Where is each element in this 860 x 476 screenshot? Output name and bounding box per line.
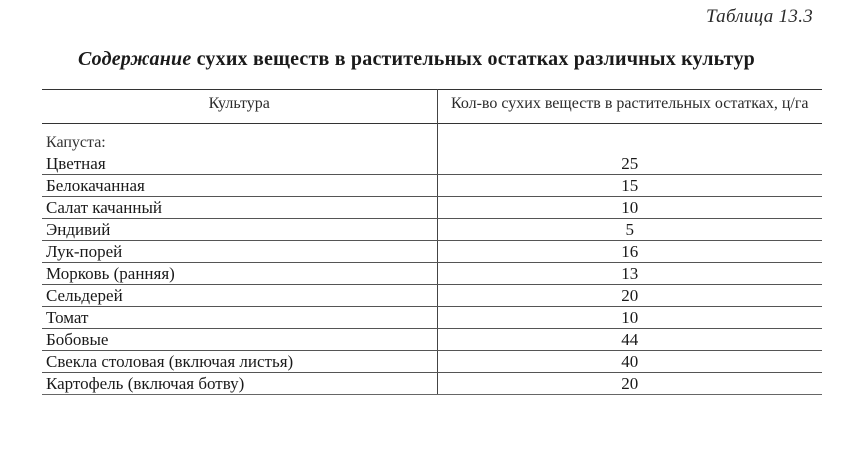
value-cell: 20 xyxy=(437,373,822,395)
title-rest: сухих веществ в растительных остатках различных культур xyxy=(191,48,755,70)
crop-cell: Бобовые xyxy=(42,329,437,351)
table-header xyxy=(42,90,822,124)
group-label: Капуста: xyxy=(46,134,106,151)
header-value: Кол-во сухих веществ в растительных остатках, ц/га xyxy=(437,90,822,124)
table-title xyxy=(78,48,755,71)
value-cell: 5 xyxy=(437,219,822,241)
table-row xyxy=(42,153,822,175)
table-row xyxy=(42,197,822,219)
table-row xyxy=(42,263,822,285)
value-cell: 20 xyxy=(437,285,822,307)
value-cell: 15 xyxy=(437,175,822,197)
value-cell: 25 xyxy=(437,153,822,175)
table-number: Таблица 13.3 xyxy=(706,6,814,27)
crop-cell: Томат xyxy=(42,307,437,329)
crop-cell: Эндивий xyxy=(42,219,437,241)
table-row xyxy=(42,307,822,329)
value-cell: 13 xyxy=(437,263,822,285)
crop-cell: Салат качанный xyxy=(42,197,437,219)
dry-matter-table xyxy=(42,89,822,395)
table-row xyxy=(42,285,822,307)
title-lead: Содержание xyxy=(78,48,192,70)
table-row xyxy=(42,241,822,263)
crop-cell: Свекла столовая (включая листья) xyxy=(42,351,437,373)
crop-cell: Лук-порей xyxy=(42,241,437,263)
table-row xyxy=(42,175,822,197)
value-cell: 10 xyxy=(437,307,822,329)
crop-cell: Картофель (включая ботву) xyxy=(42,373,437,395)
table-row xyxy=(42,219,822,241)
table-row xyxy=(42,373,822,395)
value-cell: 16 xyxy=(437,241,822,263)
value-cell: 44 xyxy=(437,329,822,351)
crop-cell: Морковь (ранняя) xyxy=(42,263,437,285)
crop-cell: Белокачанная xyxy=(42,175,437,197)
crop-cell: Цветная xyxy=(42,153,437,175)
header-crop: Культура xyxy=(208,95,270,112)
table-row xyxy=(42,351,822,373)
crop-cell: Сельдерей xyxy=(42,285,437,307)
table-row xyxy=(42,329,822,351)
value-cell: 10 xyxy=(437,197,822,219)
table-body xyxy=(42,124,822,395)
group-row xyxy=(42,124,822,154)
value-cell: 40 xyxy=(437,351,822,373)
group-value xyxy=(437,124,822,154)
